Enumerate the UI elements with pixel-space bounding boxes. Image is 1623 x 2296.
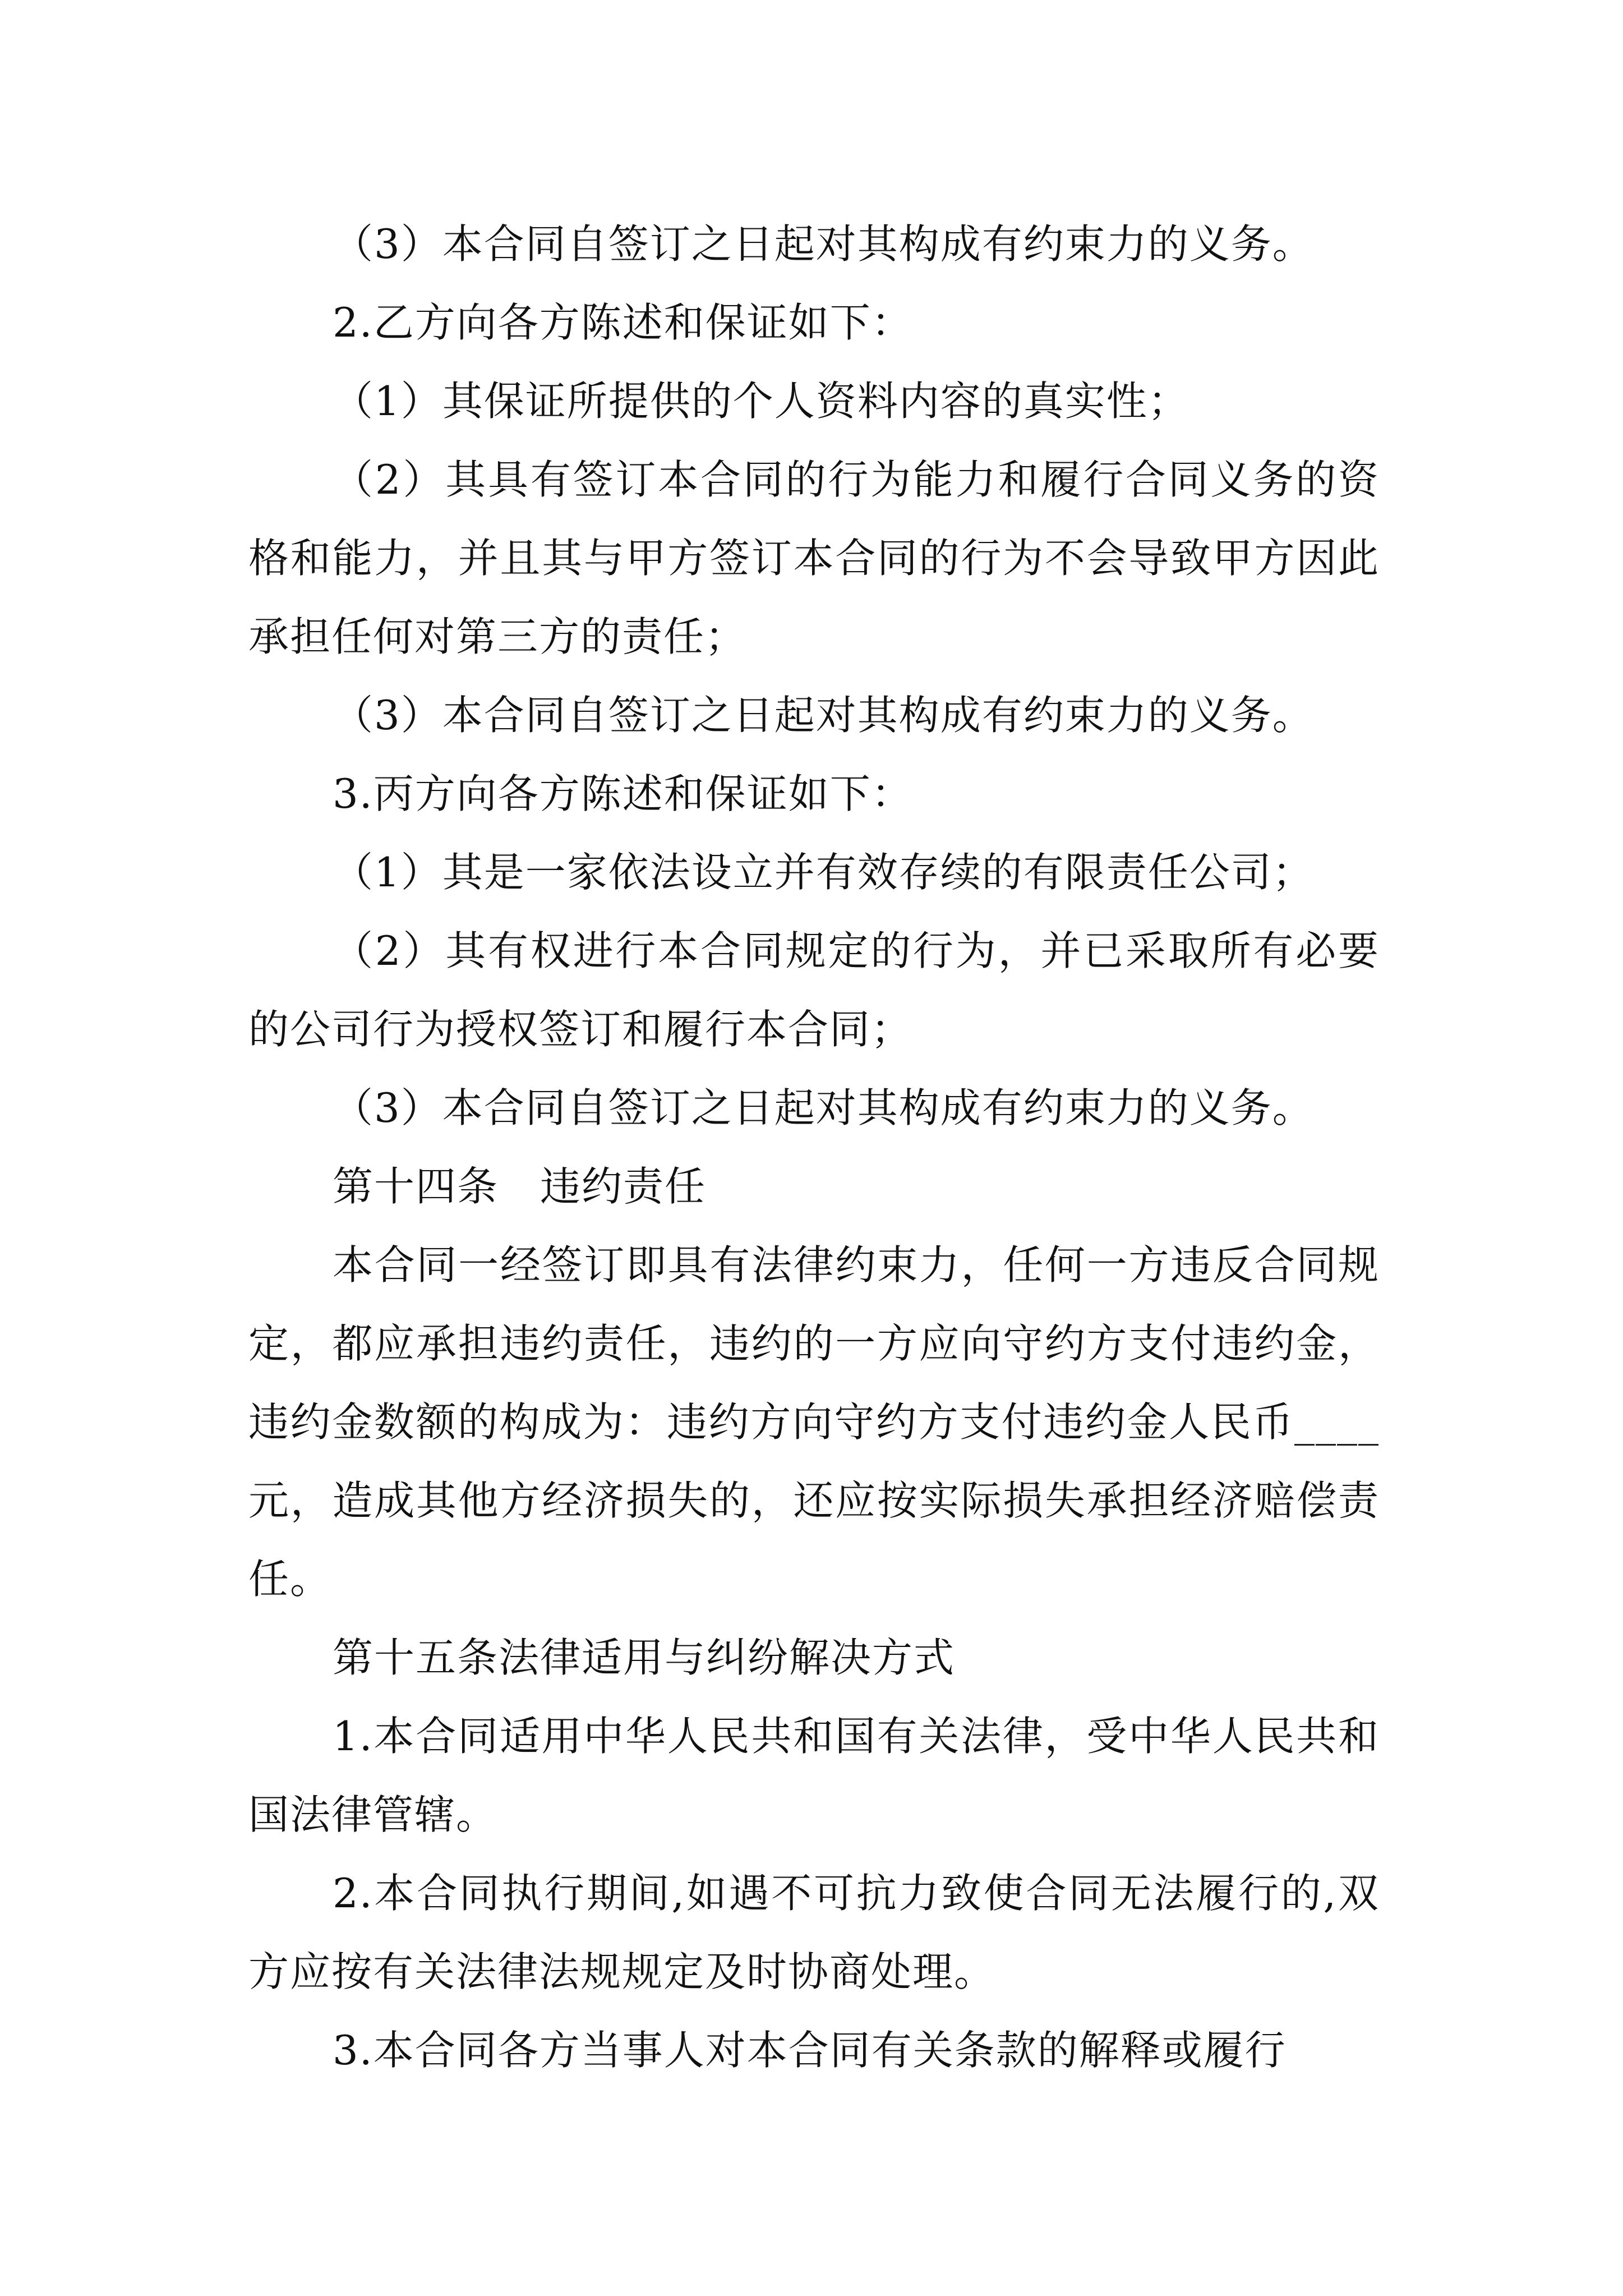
article-15-item-2: 2.本合同执行期间,如遇不可抗力致使合同无法履行的,双方应按有关法律法规规定及时协商处理。 [248,1870,1380,1995]
paragraph-b3-binding-obligation: （3）本合同自签订之日起对其构成有约束力的义务。 [333,692,1314,739]
document-body [248,205,1380,2090]
article-15-title: 第十五条法律适用与纠纷解决方式 [333,1634,956,1681]
article-15-item-1: 1.本合同适用中华人民共和国有关法律，受中华人民共和国法律管辖。 [248,1713,1380,1838]
paragraph-c1-company: （1）其是一家依法设立并有效存续的有限责任公司； [333,849,1314,896]
paragraph-c-heading: 3.丙方向各方陈述和保证如下： [333,770,913,817]
article-14-body: 本合同一经签订即具有法律约束力，任何一方违反合同规定，都应承担违约责任，违约的一方应向守约方支付违约金，违约金数额的构成为：违约方向守约方支付违约金人民币____元，造成其他方经济损失的，还应按实际损失承担经济赔偿责任。 [248,1241,1380,1603]
paragraph-b1-personal-info: （1）其保证所提供的个人资料内容的真实性； [333,378,1189,425]
paragraph-c3-binding-obligation: （3）本合同自签订之日起对其构成有约束力的义务。 [333,1084,1314,1131]
article-14-title: 第十四条 违约责任 [333,1163,707,1210]
paragraph-b-heading: 2.乙方向各方陈述和保证如下： [333,299,913,346]
paragraph-a3-binding-obligation: （3）本合同自签订之日起对其构成有约束力的义务。 [333,220,1314,268]
paragraph-b2-capacity: （2）其具有签订本合同的行为能力和履行合同义务的资格和能力，并且其与甲方签订本合同的行为不会导致甲方因此承担任何对第三方的责任； [248,456,1380,660]
paragraph-c2-authority: （2）其有权进行本合同规定的行为，并已采取所有必要的公司行为授权签订和履行本合同； [248,927,1380,1053]
article-15-item-3: 3.本合同各方当事人对本合同有关条款的解释或履行 [333,2027,1287,2074]
